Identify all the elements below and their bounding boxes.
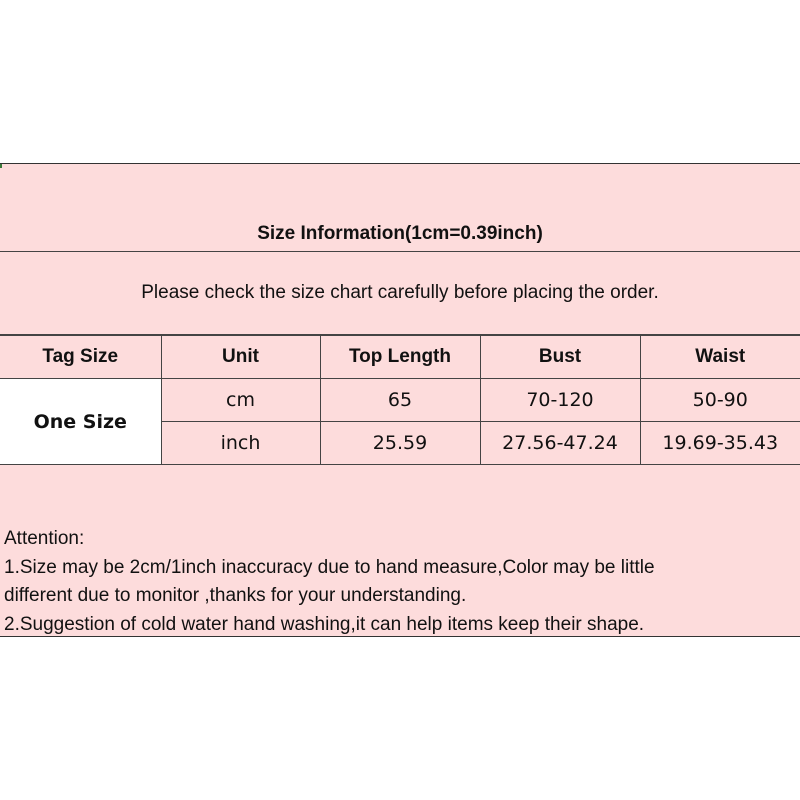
size-table [0, 335, 800, 465]
header-bust: Bust [480, 336, 640, 379]
size-info-title: Size Information(1cm=0.39inch) [0, 164, 800, 252]
waist-cell: 50-90 [640, 379, 800, 422]
size-chart-notice: Please check the size chart carefully before placing the order. [0, 252, 800, 335]
header-waist: Waist [640, 336, 800, 379]
table-header-row [0, 336, 800, 379]
bust-cell: 70-120 [480, 379, 640, 422]
attention-line: 2.Suggestion of cold water hand washing,it can help items keep their shape. [4, 613, 645, 635]
attention-line: different due to monitor ,thanks for your understanding. [4, 585, 467, 606]
top-length-cell: 65 [320, 379, 480, 422]
tag-size-cell: One Size [0, 379, 161, 465]
size-info-sheet [0, 163, 800, 637]
top-length-cell: 25.59 [320, 422, 480, 465]
attention-line: 1.Size may be 2cm/1inch inaccuracy due to hand measure,Color may be little [4, 556, 655, 578]
bust-cell: 27.56-47.24 [480, 422, 640, 465]
header-tag-size: Tag Size [0, 336, 161, 379]
table-row [0, 379, 800, 422]
attention-heading: Attention: [4, 528, 85, 549]
attention-notes [4, 525, 794, 639]
header-top-length: Top Length [320, 336, 480, 379]
waist-cell: 19.69-35.43 [640, 422, 800, 465]
unit-cell: cm [161, 379, 320, 422]
header-unit: Unit [161, 336, 320, 379]
unit-cell: inch [161, 422, 320, 465]
